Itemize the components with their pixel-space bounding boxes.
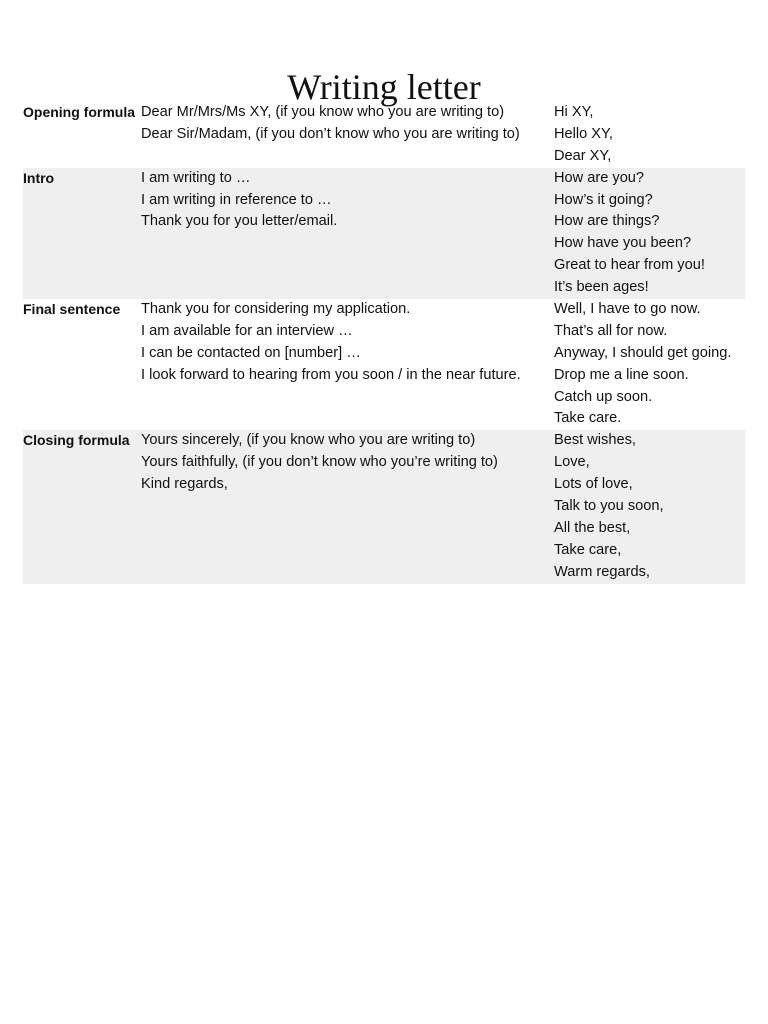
informal-phrase: Take care, (554, 541, 622, 558)
informal-phrases (554, 299, 745, 430)
informal-phrase: Lots of love, (554, 476, 633, 493)
formal-phrases (141, 102, 554, 146)
section-intro (23, 168, 745, 299)
formal-phrase: Yours faithfully, (if you don’t know who you’re writing to) (141, 454, 498, 471)
informal-phrase: How are things? (554, 213, 660, 230)
informal-phrases (554, 102, 745, 168)
section-label: Opening formula (23, 104, 135, 120)
informal-phrase: Anyway, I should get going. (554, 344, 732, 361)
section-label: Closing formula (23, 432, 130, 449)
informal-phrase: How have you been? (554, 235, 692, 252)
section-opening-formula (23, 102, 745, 168)
phrase-table (23, 102, 745, 584)
formal-phrase: Thank you for you letter/email. (141, 213, 338, 230)
informal-phrases (554, 168, 745, 299)
informal-phrase: Love, (554, 454, 590, 471)
informal-phrase: Drop me a line soon. (554, 366, 689, 383)
page-title: Writing letter (287, 67, 481, 108)
informal-phrase: Hello XY, (554, 125, 613, 142)
informal-phrase: Best wishes, (554, 432, 636, 449)
section-label: Final sentence (23, 301, 121, 318)
formal-phrase: I look forward to hearing from you soon / in the near future. (141, 366, 521, 383)
formal-phrase: Thank you for considering my application. (141, 301, 411, 318)
informal-phrase: All the best, (554, 519, 631, 536)
formal-phrases (141, 430, 554, 496)
formal-phrase: Kind regards, (141, 476, 228, 493)
formal-phrase: I am writing in reference to … (141, 191, 332, 208)
informal-phrase: Well, I have to go now. (554, 301, 701, 318)
informal-phrase: That’s all for now. (554, 322, 668, 339)
informal-phrase: Dear XY, (554, 147, 612, 164)
informal-phrase: How’s it going? (554, 191, 653, 208)
section-closing-formula (23, 430, 745, 583)
informal-phrase: Take care. (554, 410, 622, 427)
informal-phrase: Hi XY, (554, 104, 594, 120)
formal-phrases (141, 299, 554, 387)
formal-phrase: Yours sincerely, (if you know who you are writing to) (141, 432, 476, 449)
informal-phrase: Talk to you soon, (554, 498, 664, 515)
formal-phrases (141, 168, 554, 234)
informal-phrase: Great to hear from you! (554, 257, 705, 274)
informal-phrase: Warm regards, (554, 563, 650, 580)
formal-phrase: I am available for an interview … (141, 322, 353, 339)
section-label: Intro (23, 169, 55, 186)
section-final-sentence (23, 299, 745, 430)
formal-phrase: I am writing to … (141, 169, 251, 186)
informal-phrase: It’s been ages! (554, 279, 649, 296)
informal-phrase: Catch up soon. (554, 388, 653, 405)
formal-phrase: Dear Sir/Madam, (if you don’t know who you are writing to) (141, 125, 520, 142)
formal-phrase: Dear Mr/Mrs/Ms XY, (if you know who you are writing to) (141, 104, 505, 120)
informal-phrase: How are you? (554, 169, 645, 186)
informal-phrases (554, 430, 745, 583)
formal-phrase: I can be contacted on [number] … (141, 344, 361, 361)
